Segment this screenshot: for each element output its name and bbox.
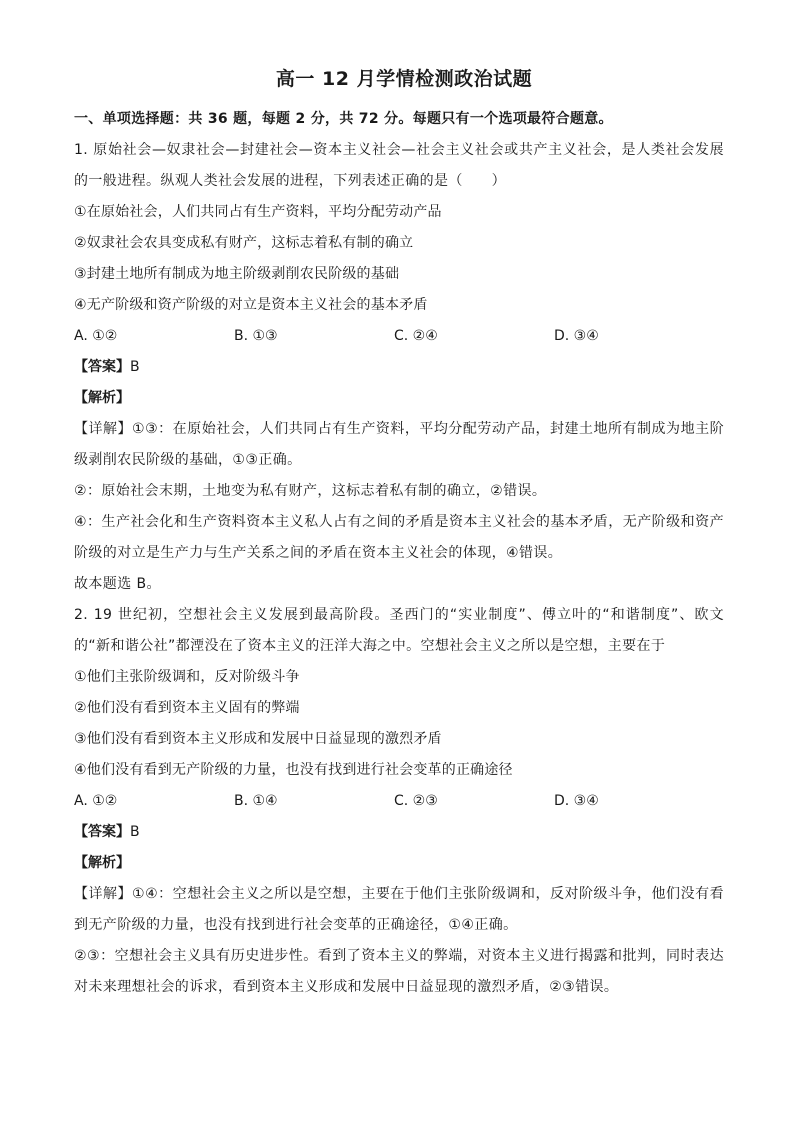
page-title: 高一 12 月学情检测政治试题 <box>275 68 533 90</box>
option-d: D. ③④ <box>554 328 599 344</box>
question-2 <box>74 600 724 1003</box>
analysis-label: 【解析】 <box>74 390 130 406</box>
analysis-conclusion: 故本题选 B。 <box>74 576 161 592</box>
statement-3: ③他们没有看到资本主义形成和发展中日益显现的激烈矛盾 <box>74 731 442 747</box>
option-a: A. ①② <box>74 328 118 344</box>
answer-value: B <box>130 359 140 375</box>
analysis-paragraph: ②：原始社会末期，土地变为私有财产，这标志着私有制的确立，②错误。 <box>74 483 547 499</box>
option-a: A. ①② <box>74 793 118 809</box>
document-page <box>74 62 724 1003</box>
question-1 <box>74 135 724 600</box>
statement-1: ①在原始社会，人们共同占有生产资料，平均分配劳动产品 <box>74 204 442 220</box>
answer-line <box>74 817 724 848</box>
option-b: B. ①③ <box>234 328 278 344</box>
answer-label: 【答案】 <box>74 359 130 375</box>
analysis-paragraph: 【详解】①④：空想社会主义之所以是空想，主要在于他们主张阶级调和，反对阶级斗争，他们没有看到无产阶级的力量，也没有找到进行社会变革的正确途径，①④正确。 <box>74 886 724 933</box>
statement-4: ④他们没有看到无产阶级的力量，也没有找到进行社会变革的正确途径 <box>74 762 513 778</box>
answer-options <box>74 786 724 817</box>
statement-1: ①他们主张阶级调和，反对阶级斗争 <box>74 669 300 685</box>
answer-options <box>74 321 724 352</box>
analysis-paragraph: 【详解】①③：在原始社会，人们共同占有生产资料，平均分配劳动产品，封建土地所有制成为地主阶级剥削农民阶级的基础，①③正确。 <box>74 421 724 468</box>
statement-4: ④无产阶级和资产阶级的对立是资本主义社会的基本矛盾 <box>74 297 428 313</box>
statement-2: ②奴隶社会农具变成私有财产，这标志着私有制的确立 <box>74 235 414 251</box>
option-c: C. ②④ <box>394 328 438 344</box>
analysis-label: 【解析】 <box>74 855 130 871</box>
question-stem: 1. 原始社会—奴隶社会—封建社会—资本主义社会—社会主义社会或共产主义社会，是人类社会发展的一般进程。纵观人类社会发展的进程，下列表述正确的是（ ） <box>74 142 724 189</box>
section-heading: 一、单项选择题：共 36 题，每题 2 分，共 72 分。每题只有一个选项最符合题意。 <box>74 111 613 127</box>
question-stem: 2. 19 世纪初，空想社会主义发展到最高阶段。圣西门的“实业制度”、傅立叶的“和谐制度”、欧文的“新和谐公社”都湮没在了资本主义的汪洋大海之中。空想社会主义之所以是空想，主要在于 <box>74 607 724 654</box>
answer-label: 【答案】 <box>74 824 130 840</box>
answer-line <box>74 352 724 383</box>
statement-3: ③封建土地所有制成为地主阶级剥削农民阶级的基础 <box>74 266 400 282</box>
option-b: B. ①④ <box>234 793 278 809</box>
option-d: D. ③④ <box>554 793 599 809</box>
statement-2: ②他们没有看到资本主义固有的弊端 <box>74 700 300 716</box>
analysis-paragraph: ②③：空想社会主义具有历史进步性。看到了资本主义的弊端，对资本主义进行揭露和批判，同时表达对未来理想社会的诉求，看到资本主义形成和发展中日益显现的激烈矛盾，②③错误。 <box>74 948 724 995</box>
answer-value: B <box>130 824 140 840</box>
analysis-paragraph: ④：生产社会化和生产资料资本主义私人占有之间的矛盾是资本主义社会的基本矛盾，无产阶级和资产阶级的对立是生产力与生产关系之间的矛盾在资本主义社会的体现，④错误。 <box>74 514 724 561</box>
option-c: C. ②③ <box>394 793 438 809</box>
